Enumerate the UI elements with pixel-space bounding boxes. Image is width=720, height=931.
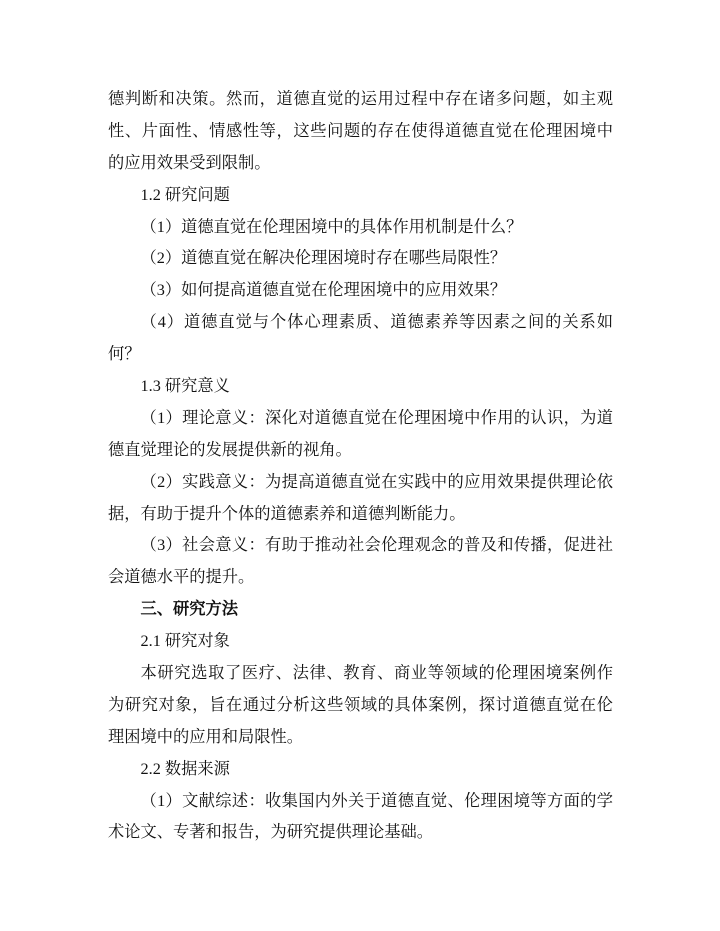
list-item: （3）社会意义：有助于推动社会伦理观念的普及和传播，促进社	[140, 536, 613, 555]
list-item: （4）道德直觉与个体心理素质、道德素养等因素之间的关系如	[140, 313, 613, 332]
list-item-continuation: 会道德水平的提升。	[108, 568, 255, 587]
list-item-continuation: 据，有助于提升个体的道德素养和道德判断能力。	[108, 504, 466, 523]
chapter-heading-3: 三、研究方法	[140, 600, 238, 619]
paragraph-line: 理困境中的应用和局限性。	[108, 727, 303, 746]
paragraph-line: 本研究选取了医疗、法律、教育、商业等领域的伦理困境案例作	[140, 664, 613, 683]
list-item: （1）文献综述：收集国内外关于道德直觉、伦理困境等方面的学	[140, 791, 613, 810]
list-item: （1）理论意义：深化对道德直觉在伦理困境中作用的认识，为道	[140, 408, 613, 427]
intro-line: 德判断和决策。然而，道德直觉的运用过程中存在诸多问题，如主观	[108, 90, 613, 108]
section-heading-2-1: 2.1 研究对象	[140, 632, 230, 651]
section-heading-1-3: 1.3 研究意义	[140, 377, 230, 396]
paragraph-line: 为研究对象，旨在通过分析这些领域的具体案例，探讨道德直觉在伦	[108, 695, 613, 714]
list-item: （2）实践意义：为提高道德直觉在实践中的应用效果提供理论依	[140, 472, 613, 491]
intro-line: 的应用效果受到限制。	[108, 153, 271, 172]
list-item: （2）道德直觉在解决伦理困境时存在哪些局限性？	[140, 249, 507, 268]
list-item-continuation: 德直觉理论的发展提供新的视角。	[108, 440, 352, 459]
section-heading-1-2: 1.2 研究问题	[140, 185, 230, 204]
section-heading-2-2: 2.2 数据来源	[140, 759, 230, 778]
list-item-continuation: 何？	[108, 345, 141, 364]
document-page	[108, 84, 613, 849]
list-item: （3）如何提高道德直觉在伦理困境中的应用效果？	[140, 281, 507, 300]
intro-line: 性、片面性、情感性等，这些问题的存在使得道德直觉在伦理困境中	[108, 121, 613, 140]
list-item: （1）道德直觉在伦理困境中的具体作用机制是什么？	[140, 217, 523, 236]
list-item-continuation: 术论文、专著和报告，为研究提供理论基础。	[108, 823, 433, 842]
